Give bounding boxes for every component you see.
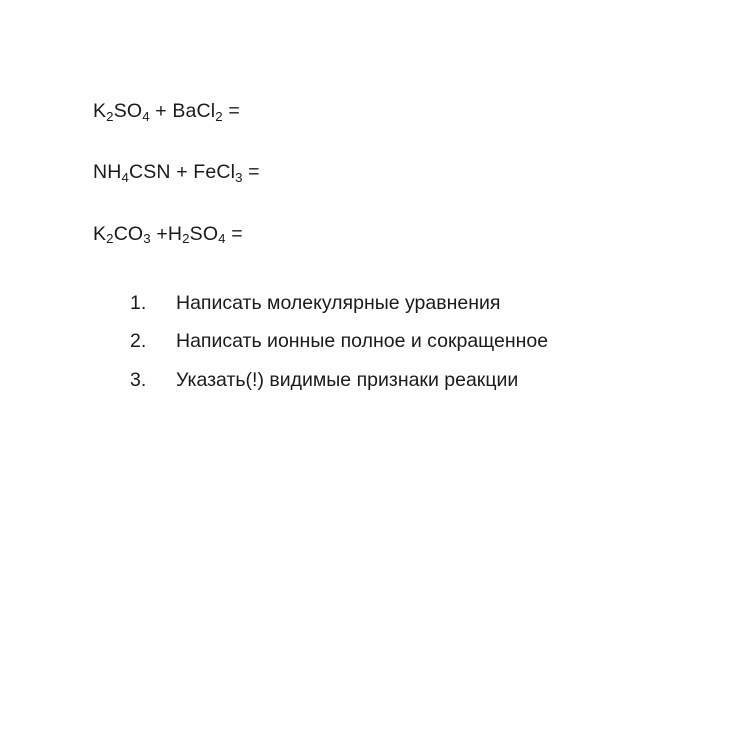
formula-segment: +H	[150, 222, 183, 245]
formula-segment: =	[242, 161, 260, 184]
formula-segment: =	[222, 100, 240, 122]
formula-segment: CO	[113, 222, 144, 245]
formula-subscript: 4	[121, 170, 129, 186]
task-text: Указать(!) видимые признаки реакции	[176, 368, 519, 391]
formula-segment: K	[93, 100, 107, 122]
task-list	[130, 292, 710, 407]
chemical-equations-block	[93, 100, 653, 246]
formula-subscript: 2	[106, 108, 114, 124]
formula-segment: SO	[189, 222, 219, 245]
formula-subscript: 3	[143, 231, 151, 247]
list-item	[130, 330, 710, 352]
chemical-equation-1	[93, 100, 653, 123]
formula-segment: SO	[113, 100, 143, 122]
formula-segment: + BaCl	[149, 100, 216, 122]
formula-segment: NH	[93, 161, 122, 184]
formula-subscript: 2	[215, 108, 223, 124]
formula-segment: K	[93, 222, 107, 245]
formula-subscript: 4	[218, 231, 226, 247]
formula-subscript: 2	[106, 231, 114, 247]
formula-subscript: 2	[182, 231, 190, 247]
formula-subscript: 3	[235, 170, 243, 186]
chemical-equation-3	[93, 223, 653, 246]
chemical-equation-2	[93, 161, 653, 184]
formula-segment: CSN + FeCl	[129, 161, 236, 184]
task-number: 2.	[130, 330, 147, 353]
task-number: 3.	[130, 368, 147, 391]
formula-segment: =	[225, 222, 243, 245]
list-item	[130, 369, 710, 391]
list-item	[130, 292, 710, 314]
task-text: Написать молекулярные уравнения	[176, 292, 501, 314]
task-text: Написать ионные полное и сокращенное	[176, 330, 549, 353]
formula-subscript: 4	[142, 108, 150, 124]
task-number: 1.	[130, 292, 147, 314]
